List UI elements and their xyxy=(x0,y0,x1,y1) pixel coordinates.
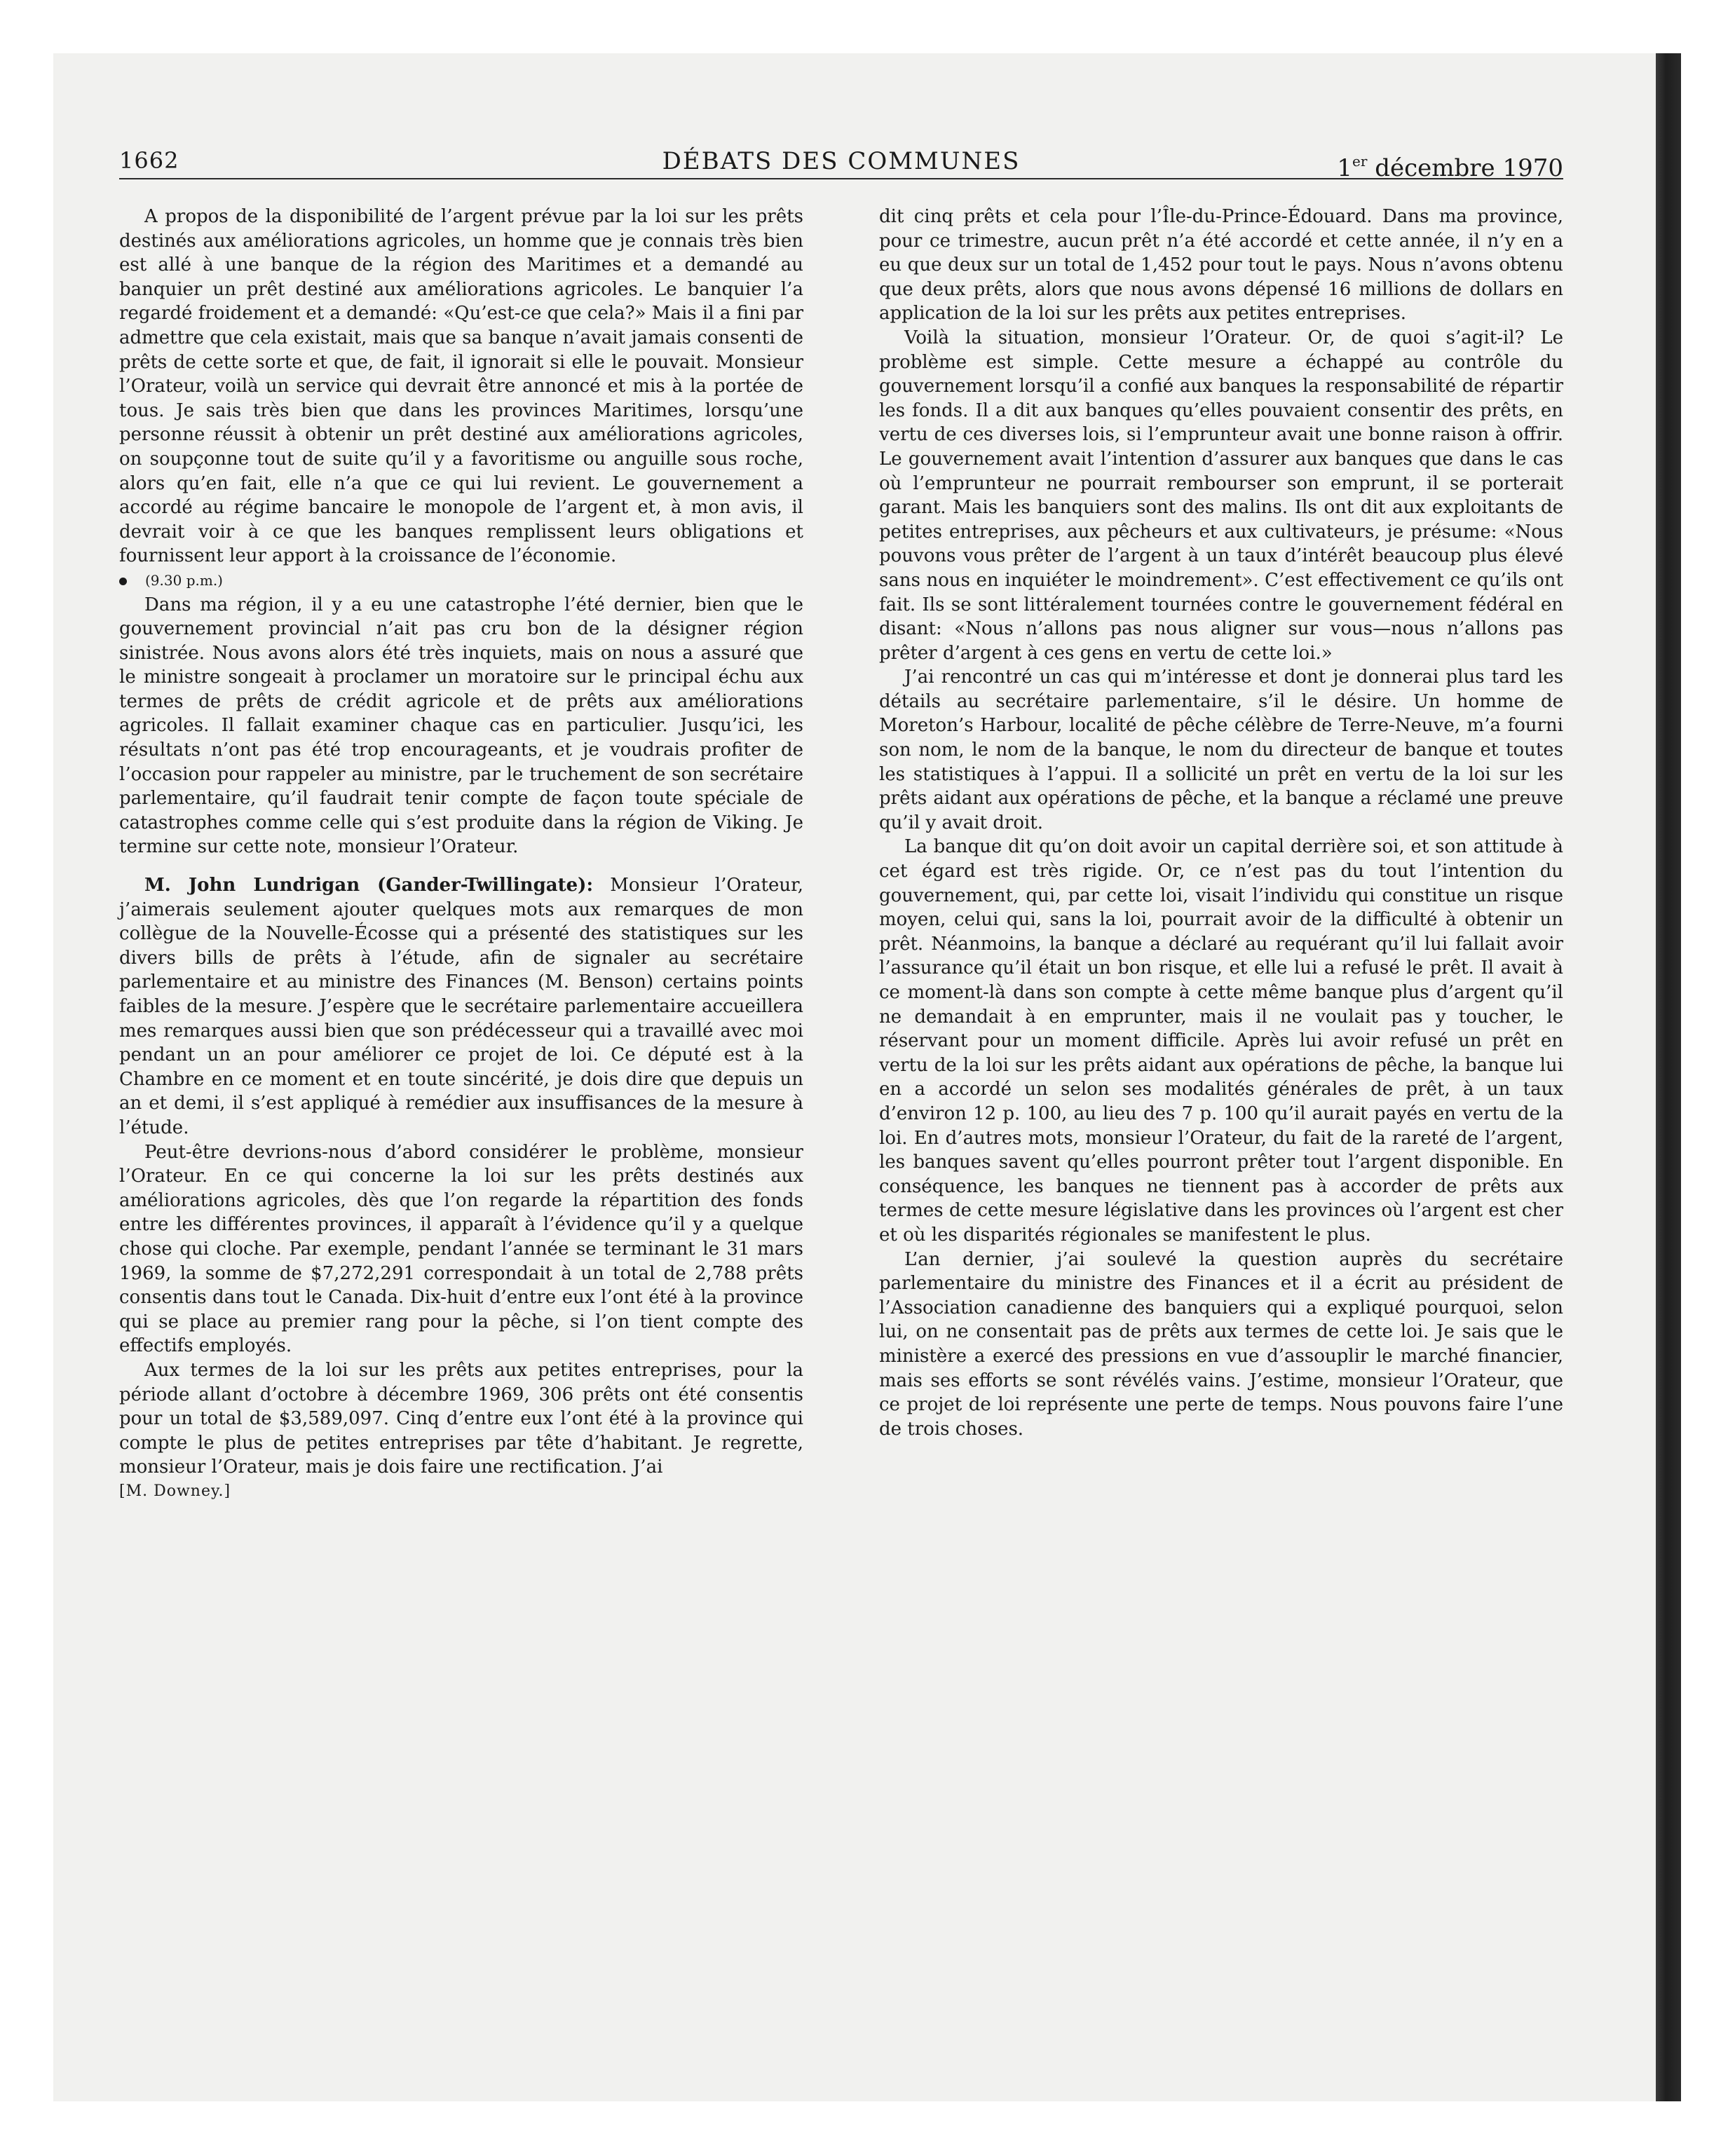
text-columns xyxy=(119,205,1563,1503)
time-marker xyxy=(119,568,803,593)
date-day: 1 xyxy=(1337,154,1353,182)
scan-edge-shadow xyxy=(1656,53,1681,2101)
speaker-attribution: [M. Downey.] xyxy=(119,1482,231,1500)
right-column xyxy=(879,205,1563,1503)
publication-title: DÉBATS DES COMMUNES xyxy=(662,147,1021,175)
date-ordinal: er xyxy=(1352,153,1368,170)
paragraph: La banque dit qu’on doit avoir un capital derrière soi, et son attitude à cet égard est très rigide. Or, ce n’est pas du tout l’intention du gouvernement, qui, par cette loi, visait l’individu qui constitue un risque moyen, celui qui, sans la loi, pourrait avoir de la difficulté à obtenir un prêt. Néanmoins, la banque a déclaré au requérant qu’il lui fallait avoir l’assurance qu’il était un bon risque, et elle lui a refusé le prêt. Il avait à ce moment-là dans son compte à cette même banque plus d’argent qu’il ne demandait à en emprunter, mais il ne voulait pas y toucher, le réservant pour un moment difficile. Après lui avoir refusé un prêt en vertu de la loi sur les prêts aidant aux opérations de pêche, la banque lui en a accordé un selon ses modalités générales de prêt, à un taux d’environ 12 p. 100, au lieu des 7 p. 100 qu’il aurait payés en vertu de la loi. En d’autres mots, monsieur l’Orateur, du fait de la rareté de l’argent, les banques savent qu’elles pourront prêter tout l’argent disponible. En conséquence, les banques ne tiennent pas à accorder de prêts aux termes de cette mesure législative dans les provinces où l’argent est cher et où les disparités régionales se manifestent le plus. xyxy=(879,836,1563,1246)
running-header xyxy=(119,137,1563,182)
paragraph: J’ai rencontré un cas qui m’intéresse et dont je donnerai plus tard les détails au secrétaire parlementaire, s’il le désire. Un homme de Moreton’s Harbour, localité de pêche célèbre de Terre-Neuve, m’a fourni son nom, le nom de la banque, le nom du directeur de banque et toutes les statistiques à l’appui. Il a sollicité un prêt en vertu de la loi sur les prêts aidant aux opérations de pêche, et la banque a réclamé une preuve qu’il y avait droit. xyxy=(879,667,1563,833)
speaker-paragraph xyxy=(119,873,803,1140)
paragraph: Voilà la situation, monsieur l’Orateur. Or, de quoi s’agit-il? Le problème est simple. Cette mesure a échappé au contrôle du gouvernement lorsqu’il a confié aux banques la responsabilité de répartir les fonds. Il a dit aux banques qu’elles pouvaient consentir des prêts, en vertu de ces diverses lois, si l’emprunteur avait une bonne raison à offrir. Le gouvernement avait l’intention d’assurer aux banques que dans le cas où l’emprunteur ne pourrait rembourser son emprunt, il se porterait garant. Mais les banquiers sont des malins. Ils ont dit aux exploitants de petites entreprises, aux pêcheurs et aux cultivateurs, je présume: «Nous pouvons vous prêter de l’argent à un taux d’intérêt beaucoup plus élevé sans nous en inquiéter le moindrement». C’est effectivement ce qu’ils ont fait. Ils se sont littéralement tournées contre le gouvernement fédéral en disant: «Nous n’allons pas nous aligner sur vous—nous n’allons pas prêter d’argent à ces gens en vertu de cette loi.» xyxy=(879,327,1563,664)
paragraph: A propos de la disponibilité de l’argent prévue par la loi sur les prêts destinés aux améliorations agricoles, un homme que je connais très bien est allé à une banque de la région des Maritimes et a demandé au banquier un prêt destiné aux améliorations agricoles. Le banquier l’a regardé froidement et a demandé: «Qu’est-ce que cela?» Mais il a fini par admettre que cela existait, mais que sa banque n’avait jamais consenti de prêts de cette sorte et que, de fait, il ignorait si elle le pouvait. Monsieur l’Orateur, voilà un service qui devrait être annoncé et mis à la portée de tous. Je sais très bien que dans les provinces Maritimes, lorsqu’une personne réussit à obtenir un prêt destiné aux améliorations agricoles, on soupçonne tout de suite qu’il y a favoritisme ou anguille sous roche, alors qu’en fait, elle n’a que ce qui lui revient. Le gouvernement a accordé au régime bancaire le monopole de l’argent et, à mon avis, il devrait voir à ce que les banques remplissent leurs obligations et fournissent leur apport à la croissance de l’économie. xyxy=(119,206,803,567)
paragraph: Peut-être devrions-nous d’abord considérer le problème, monsieur l’Orateur. En ce qui concerne la loi sur les prêts destinés aux améliorations agricoles, dès que l’on regarde la répartition des fonds entre les différentes provinces, il apparaît à l’évidence qu’il y a quelque chose qui cloche. Par exemple, pendant l’année se terminant le 31 mars 1969, la somme de $7,272,291 correspondait à un total de 2,788 prêts consentis dans tout le Canada. Dix-huit d’entre eux l’ont été à la province qui se place au premier rang pour la pêche, si l’on tient compte des effectifs employés. xyxy=(119,1141,803,1357)
publication-date xyxy=(1337,153,1563,182)
left-column xyxy=(119,205,803,1503)
page-number: 1662 xyxy=(119,147,179,174)
paragraph: Dans ma région, il y a eu une catastrophe l’été dernier, bien que le gouvernement provincial n’ait pas cru bon de la désigner région sinistrée. Nous avons alors été très inquiets, mais on nous a assuré que le ministre songeait à proclamer un moratoire sur le principal échu aux termes de prêts de crédit agricole et de prêts aux améliorations agricoles. Il fallait examiner chaque cas en particulier. Jusqu’ici, les résultats n’ont pas été trop encourageants, et je voudrais profiter de l’occasion pour rappeler au ministre, par le truchement de son secrétaire parlementaire, qu’il faudrait tenir compte de façon toute spéciale de catastrophes comme celle qui s’est produite dans la région de Viking. Je termine sur cette note, monsieur l’Orateur. xyxy=(119,594,803,858)
speaker-name: M. John Lundrigan (Gander-Twillingate): xyxy=(144,875,594,896)
paragraph: Aux termes de la loi sur les prêts aux petites entreprises, pour la période allant d’octobre à décembre 1969, 306 prêts ont été consentis pour un total de $3,589,097. Cinq d’entre eux l’ont été à la province qui compte le plus de petites entreprises par tête d’habitant. Je regrette, monsieur l’Orateur, mais je dois faire une rectification. J’ai xyxy=(119,1359,803,1478)
paragraph: L’an dernier, j’ai soulevé la question auprès du secrétaire parlementaire du ministre des Finances et il a écrit au président de l’Association canadienne des banquiers qui a expliqué pourquoi, selon lui, on ne consentait pas de prêts aux termes de cette loi. Je sais que le ministère a exercé des pressions en vue d’assouplir le marché financier, mais ses efforts se sont révélés vains. J’estime, monsieur l’Orateur, que ce projet de loi représente une perte de temps. Nous pouvons faire l’une de trois choses. xyxy=(879,1248,1563,1440)
document-page xyxy=(119,137,1563,2051)
speech-text: Monsieur l’Orateur, j’aimerais seulement ajouter quelques mots aux remarques de mon collègue de la Nouvelle-Écosse qui a présenté des statistiques sur les divers bills de prêts à l’étude, afin de signaler au secrétaire parlementaire et au ministre des Finances (M. Benson) certains points faibles de la mesure. J’espère que le secrétaire parlementaire accueillera mes remarques aussi bien que son prédécesseur qui a travaillé avec moi pendant un an pour améliorer ce projet de loi. Ce député est à la Chambre en ce moment et en toute sincérité, je dois dire que depuis un an et demi, il s’est appliqué à remédier aux insuffisances de la mesure à l’étude. xyxy=(119,875,803,1138)
date-month-year: décembre 1970 xyxy=(1367,154,1563,182)
time-label: (9.30 p.m.) xyxy=(145,571,223,589)
bullet-icon xyxy=(119,578,127,585)
paragraph: dit cinq prêts et cela pour l’Île-du-Prince-Édouard. Dans ma province, pour ce trimestre, aucun prêt n’a été accordé et cette année, il n’y en a eu que deux sur un total de 1,452 pour tout le pays. Nous n’avons obtenu que deux prêts, alors que nous avons dépensé 16 millions de dollars en application de la loi sur les prêts aux petites entreprises. xyxy=(879,206,1563,325)
